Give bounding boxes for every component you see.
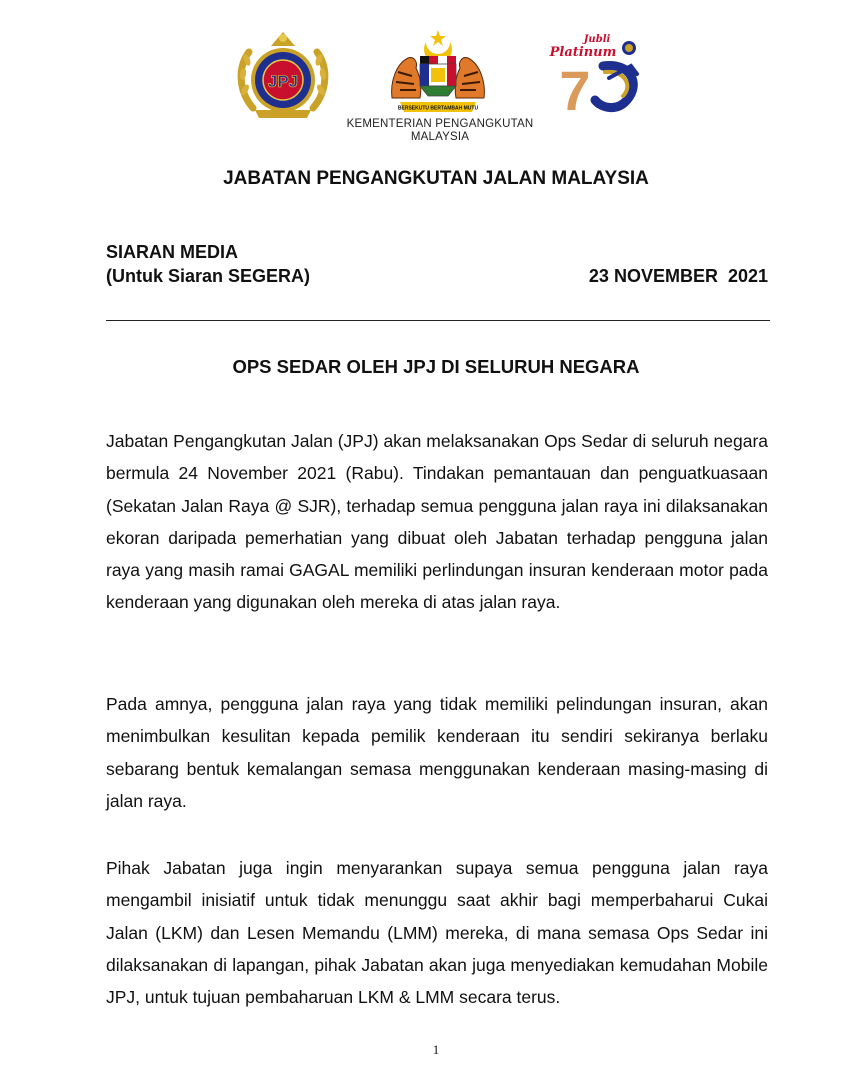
media-label-line-2: (Untuk Siaran SEGERA) (106, 266, 311, 286)
body-paragraph-3: Pihak Jabatan juga ingin menyarankan supaya semua pengguna jalan raya mengambil inisiatif untuk tidak menunggu saat akhir bagi memperbaharui Cukai Jalan (LKM) dan Lesen Memandu (LMM) mereka, di mana semasa Ops Sedar ini dilaksanakan di lapangan, pihak Jabatan akan juga menyediakan kemudahan Mobile JPJ, untuk tujuan pembaharuan LKM & LMM secara terus. (106, 858, 768, 1008)
jubli-platinum-75-icon (545, 26, 645, 124)
ministry-line-1: KEMENTERIAN PENGANGKUTAN (346, 118, 534, 130)
malaysia-coat-of-arms-icon (386, 28, 490, 116)
media-label (106, 240, 310, 288)
ministry-name (330, 118, 550, 144)
body-paragraph-1: Jabatan Pengangkutan Jalan (JPJ) akan melaksanakan Ops Sedar di seluruh negara bermula 24 November 2021 (Rabu). Tindakan pemantauan dan penguatkuasaan (Sekatan Jalan Raya @ SJR), terhadap semua pengguna jalan raya ini dilaksanakan ekoran daripada pemerhatian yang dibuat oleh Jabatan terhadap pengguna jalan raya yang masih ramai GAGAL memiliki perlindungan insuran kenderaan motor pada kenderaan yang digunakan oleh mereka di atas jalan raya. (106, 431, 768, 613)
media-label-line-1: SIARAN MEDIA (106, 242, 239, 262)
body-paragraph-2: Pada amnya, pengguna jalan raya yang tidak memiliki pelindungan insuran, akan menimbulkan kesulitan kepada pemilik kenderaan itu sendiri sekiranya berlaku sebarang bentuk kemalangan semasa menggunakan kenderaan masing-masing di jalan raya. (106, 694, 768, 811)
svg-text:Platinum: Platinum (549, 45, 617, 60)
svg-text:7: 7 (559, 59, 591, 122)
headline: OPS SEDAR OLEH JPJ DI SELURUH NEGARA (232, 356, 640, 377)
svg-text:JPJ: JPJ (267, 72, 299, 91)
ministry-line-2: MALAYSIA (410, 131, 470, 143)
svg-text:BERSEKUTU BERTAMBAH MUTU: BERSEKUTU BERTAMBAH MUTU (397, 105, 479, 112)
svg-text:Jubli: Jubli (583, 34, 611, 45)
jpj-emblem-icon (233, 28, 333, 122)
divider-line (106, 320, 770, 321)
department-title: JABATAN PENGANGKUTAN JALAN MALAYSIA (223, 168, 649, 189)
page-number: 1 (432, 1042, 440, 1057)
release-date: 23 NOVEMBER 2021 (588, 266, 768, 286)
